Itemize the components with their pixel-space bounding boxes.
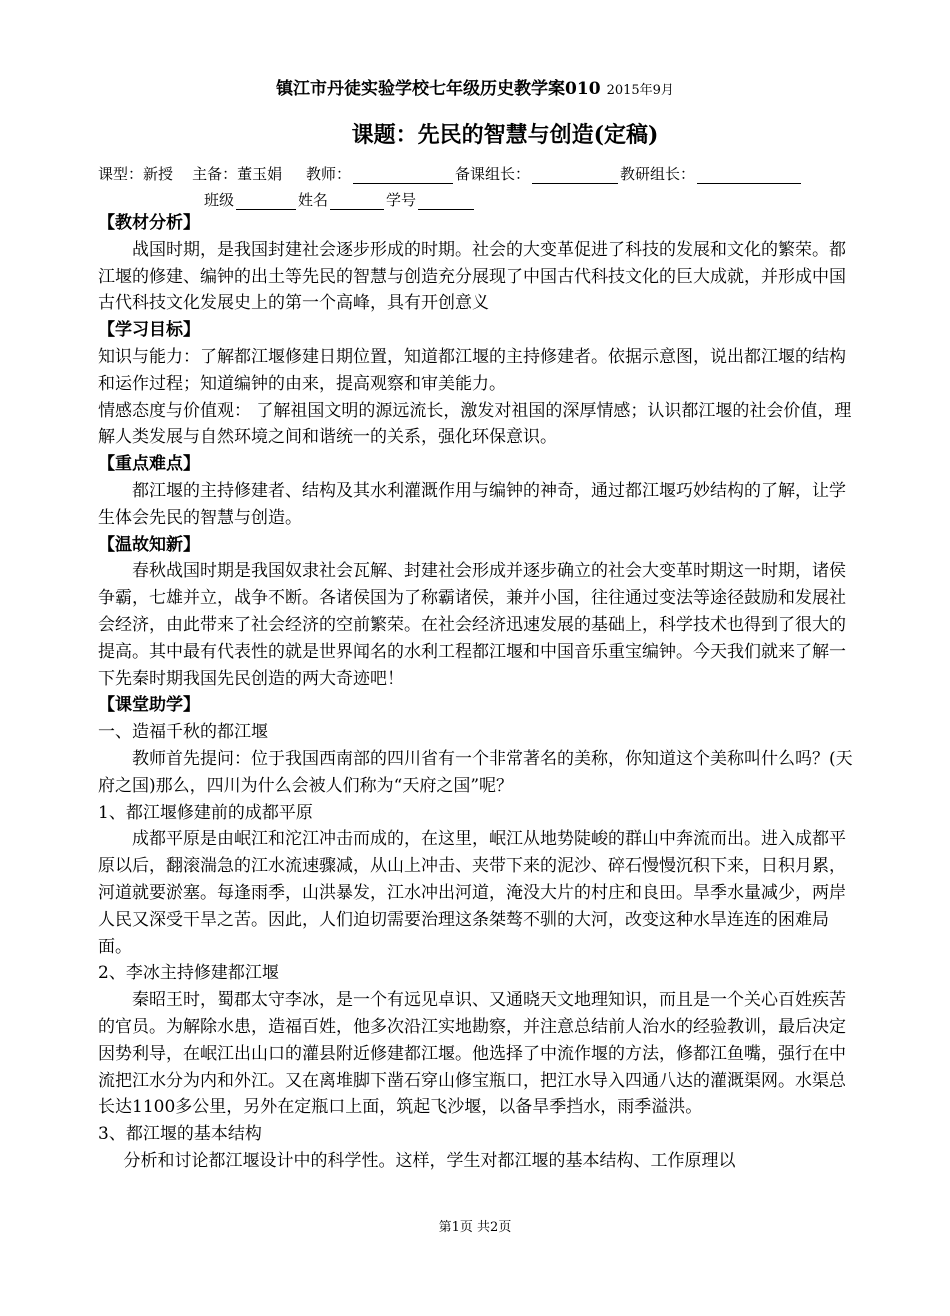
meta-line-2 [204,189,476,210]
section-heading: 【温故知新】 [98,534,200,555]
section-heading: 【重点难点】 [98,454,200,475]
document-header [0,74,950,99]
header-date: 2015年9月 [606,83,674,98]
paragraph: 战国时期，是我国封建社会逐步形成的时期。社会的大变革促进了科技的发展和文化的繁荣。都江堰的修建、编钟的出土等先民的智慧与创造充分展现了中国古代科技文化的巨大成就，并形成中国古代科技文化发展史上的第一个高峰，具有开创意义 [98,239,846,314]
meta-line-1 [98,163,803,184]
paragraph: 教师首先提问：位于我国西南部的四川省有一个非常著名的美称，你知道这个美称叫什么吗？(天府之国)那么，四川为什么会被人们称为“天府之国”呢？ [98,748,853,796]
section-heading: 【学习目标】 [98,320,200,341]
subsection-heading: 一、造福千秋的都江堰 [98,722,268,743]
lesson-type: 课型：新授 [98,165,174,183]
list-item-heading: 3、都江堰的基本结构 [98,1124,262,1145]
section-heading: 【课堂助学】 [98,695,200,716]
list-item-heading: 1、都江堰修建前的成都平原 [98,802,313,823]
paragraph: 情感态度与价值观： 了解祖国文明的源远流长，激发对祖国的深厚情感；认识都江堰的社会价值，理解人类发展与自然环境之间和谐统一的关系，强化环保意识。 [98,400,852,448]
page-footer: 第1页 共2页 [438,1220,512,1235]
document-body [98,210,854,1175]
paragraph: 秦昭王时，蜀郡太守李冰，是一个有远见卓识、又通晓天文地理知识，而且是一个关心百姓疾苦的官员。为解除水患，造福百姓，他多次沿江实地勘察，并注意总结前人治水的经验教训，最后决定因势利导，在岷江出山口的灌县附近修建都江堰。他选择了中流作堰的方法，修都江鱼嘴，强行在中流把江水分为内和外江。又在离堆脚下凿石穿山修宝瓶口，把江水导入四通八达的灌溉渠网。水渠总长达1100多公里，另外在定瓶口上面，筑起飞沙堰，以备旱季挡水，雨季溢洪。 [98,990,846,1118]
name-label: 姓名 [298,191,329,209]
research-leader-blank[interactable] [697,168,801,184]
paragraph: 知识与能力：了解都江堰修建日期位置，知道都江堰的主持修建者。依据示意图，说出都江堰的结构和运作过程；知道编钟的由来，提高观察和审美能力。 [98,346,846,394]
paragraph: 成都平原是由岷江和沱江冲击而成的，在这里，岷江从地势陡峻的群山中奔流而出。进入成都平原以后，翻滚湍急的江水流速骤减，从山上冲击、夹带下来的泥沙、碎石慢慢沉积下来，日积月累，河道就要淤塞。每逢雨季，山洪暴发，江水冲出河道，淹没大片的村庄和良田。旱季水量减少，两岸人民又深受干旱之苦。因此，人们迫切需要治理这条桀骜不驯的大河，改变这种水旱连连的困难局面。 [98,829,846,957]
group-leader-blank[interactable] [532,168,618,184]
research-leader-label: 教研组长： [619,165,695,183]
lesson-title: 课题：先民的智慧与创造(定稿) [351,122,659,148]
group-leader-label: 备课组长： [454,165,530,183]
paragraph: 分析和讨论都江堰设计中的科学性。这样，学生对都江堰的基本结构、工作原理以 [123,1150,736,1171]
main-preparer: 主备：董玉娟 [192,165,283,183]
paragraph: 都江堰的主持修建者、结构及其水利灌溉作用与编钟的神奇，通过都江堰巧妙结构的了解，让学生体会先民的智慧与创造。 [98,480,846,528]
number-label: 学号 [386,191,417,209]
section-heading: 【教材分析】 [98,213,200,233]
name-blank[interactable] [330,194,384,210]
class-label: 班级 [204,191,235,209]
school-title: 镇江市丹徒实验学校七年级历史教学案010 [276,79,601,99]
class-blank[interactable] [236,194,296,210]
list-item-heading: 2、李冰主持修建都江堰 [98,963,279,984]
paragraph: 春秋战国时期是我国奴隶社会瓦解、封建社会形成并逐步确立的社会大变革时期这一时期，诸侯争霸，七雄并立，战争不断。各诸侯国为了称霸诸侯，兼并小国，往往通过变法等途径鼓励和发展社会经济，由此带来了社会经济的空前繁荣。在社会经济迅速发展的基础上，科学技术也得到了很大的提高。其中最有代表性的就是世界闻名的水利工程都江堰和中国音乐重宝编钟。今天我们就来了解一下先秦时期我国先民创造的两大奇迹吧！ [98,561,846,689]
number-blank[interactable] [418,194,474,210]
teacher-blank[interactable] [353,168,453,184]
teacher-label: 教师： [305,165,351,183]
